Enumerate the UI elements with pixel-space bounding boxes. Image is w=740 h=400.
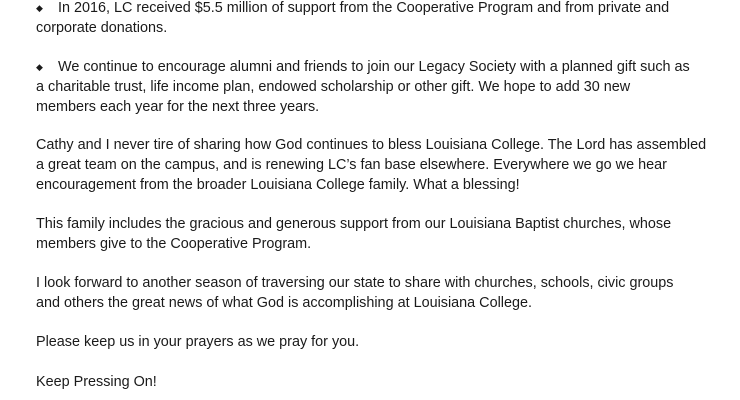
bullet-diamond-icon: ◆ bbox=[36, 3, 43, 13]
paragraph-1-line-1: Cathy and I never tire of sharing how God continues to bless Louisiana College. The Lord has assembled bbox=[36, 137, 707, 153]
bullet-diamond-icon: ◆ bbox=[36, 62, 43, 72]
bullet-2-line-2: a charitable trust, life income plan, endowed scholarship or other gift. We hope to add 30 new bbox=[36, 79, 631, 95]
paragraph-2-line-1: This family includes the gracious and generous support from our Louisiana Baptist churches, whose bbox=[36, 216, 672, 232]
paragraph-3-line-2: and others the great news of what God is accomplishing at Louisiana College. bbox=[36, 295, 532, 311]
paragraph-1-line-2: a great team on the campus, and is renewing LC’s fan base elsewhere. Everywhere we go we hear bbox=[36, 157, 667, 173]
bullet-2-line-3: members each year for the next three years. bbox=[36, 99, 320, 115]
paragraph-1-line-3: encouragement from the broader Louisiana College family. What a blessing! bbox=[36, 177, 520, 193]
paragraph-4-line-1: Please keep us in your prayers as we pray for you. bbox=[36, 334, 360, 350]
bullet-1-line-2: corporate donations. bbox=[36, 20, 168, 36]
bullet-2-line-1: We continue to encourage alumni and friends to join our Legacy Society with a planned gift such as bbox=[58, 59, 690, 75]
closing-line: Keep Pressing On! bbox=[36, 374, 157, 390]
paragraph-2-line-2: members give to the Cooperative Program. bbox=[36, 236, 312, 252]
paragraph-3-line-1: I look forward to another season of traversing our state to share with churches, schools, civic groups bbox=[36, 275, 674, 291]
bullet-1-line-1: In 2016, LC received $5.5 million of support from the Cooperative Program and from private and bbox=[58, 0, 670, 16]
